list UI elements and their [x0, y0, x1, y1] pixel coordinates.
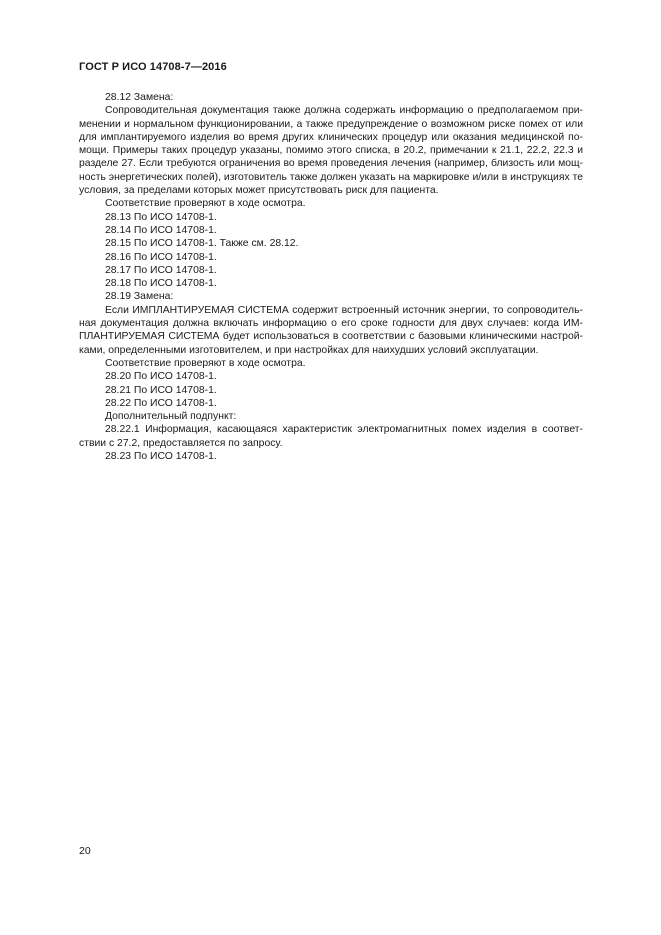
text-line: 28.20 По ИСО 14708-1. — [105, 371, 217, 383]
text-line: Соответствие проверяют в ходе осмотра. — [105, 198, 306, 210]
text-line: ствии с 27.2, предоставляется по запросу. — [79, 437, 283, 449]
document-header: ГОСТ Р ИСО 14708-7—2016 — [79, 61, 227, 73]
text-line: Если ИМПЛАНТИРУЕМАЯ СИСТЕМА содержит встроенный источник энергии, то сопроводитель- — [105, 304, 583, 316]
text-line: 28.23 По ИСО 14708-1. — [105, 451, 217, 463]
text-line: 28.16 По ИСО 14708-1. — [105, 251, 217, 263]
text-line: 28.12 Замена: — [105, 92, 174, 103]
text-line: 28.15 По ИСО 14708-1. Также см. 28.12. — [105, 238, 299, 250]
text-line: Дополнительный подпункт: — [105, 411, 237, 423]
text-line: ность энергетических полей), изготовитель также должен указать на маркировке и/или в инструкциях те — [79, 171, 583, 183]
text-line: 28.21 По ИСО 14708-1. — [105, 384, 217, 396]
text-line: ная документация должна включать информацию о его сроке годности для двух случаев: когда ИМ- — [79, 318, 583, 330]
text-line: мощи. Примеры таких процедур указаны, помимо этого списка, в 20.2, примечании к 21.1, 22.2, 22.3 и — [79, 145, 583, 157]
text-line: условия, за пределами которых может присутствовать риск для пациента. — [79, 185, 439, 197]
text-line: ПЛАНТИРУЕМАЯ СИСТЕМА будет использоваться в соответствии с базовыми клиническими настрой- — [79, 331, 583, 343]
page-number: 20 — [79, 845, 91, 857]
text-line: менении и нормальном функционировании, а также предупреждение о возможном риске помех от или — [79, 118, 583, 130]
text-line: 28.19 Замена: — [105, 291, 174, 303]
text-line: 28.17 По ИСО 14708-1. — [105, 264, 217, 276]
text-line: для имплантируемого изделия во время других клинических процедур или оказания медицинской по- — [79, 131, 583, 143]
text-line: 28.18 По ИСО 14708-1. — [105, 278, 217, 290]
text-line: 28.14 По ИСО 14708-1. — [105, 224, 217, 236]
document-body — [79, 91, 583, 463]
text-line: 28.22.1 Информация, касающаяся характеристик электромагнитных помех изделия в соответ- — [105, 424, 583, 436]
text-line: 28.22 По ИСО 14708-1. — [105, 397, 217, 409]
text-line: Соответствие проверяют в ходе осмотра. — [105, 357, 306, 369]
text-line: ками, определенными изготовителем, и при настройках для наихудших условий эксплуатации. — [79, 344, 539, 356]
text-line: разделе 27. Если требуются ограничения во время проведения лечения (например, близость или мощ- — [79, 158, 583, 170]
text-line: Сопроводительная документация также должна содержать информацию о предполагаемом при- — [105, 105, 583, 117]
text-line: 28.13 По ИСО 14708-1. — [105, 211, 217, 223]
